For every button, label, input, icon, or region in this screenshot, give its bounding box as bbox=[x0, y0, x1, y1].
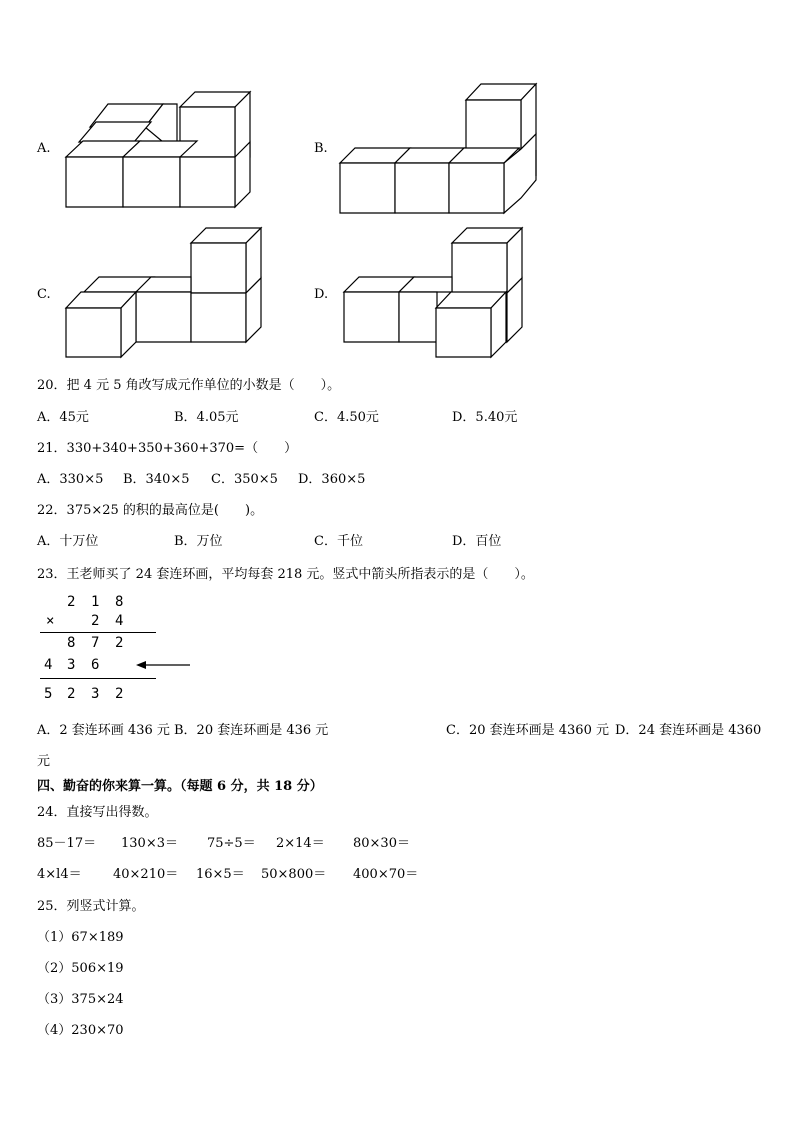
q24-expr: 130×3＝ bbox=[121, 836, 178, 851]
q21-stem: 21．330+340+350+360+370=（ ） bbox=[37, 441, 298, 456]
cube-figure-d bbox=[0, 0, 794, 370]
digit: 5 bbox=[44, 686, 53, 702]
q25-item: （1）67×189 bbox=[37, 930, 124, 945]
q24-expr: 400×70＝ bbox=[353, 867, 419, 882]
q22-option-b: B．万位 bbox=[174, 534, 223, 549]
q20-stem: 20．把 4 元 5 角改写成元作单位的小数是（ ）。 bbox=[37, 378, 341, 393]
times-sign: × bbox=[46, 613, 55, 629]
q24-stem: 24．直接写出得数。 bbox=[37, 805, 158, 820]
digit: 8 bbox=[115, 594, 124, 610]
digit: 8 bbox=[67, 635, 76, 651]
q24-expr: 50×800＝ bbox=[261, 867, 327, 882]
q25-item: （3）375×24 bbox=[37, 992, 124, 1007]
q24-expr: 85－17＝ bbox=[37, 836, 97, 851]
option-d-label: D. bbox=[314, 287, 329, 302]
digit: 3 bbox=[91, 686, 100, 702]
q20-option-c: C．4.50元 bbox=[314, 410, 379, 425]
q21-option-a: A．330×5 bbox=[37, 472, 104, 487]
q20-option-a: A．45元 bbox=[37, 410, 89, 425]
q24-expr: 40×210＝ bbox=[113, 867, 179, 882]
q22-option-a: A．十万位 bbox=[37, 534, 99, 549]
q23-stem: 23．王老师买了 24 套连环画，平均每套 218 元。竖式中箭头所指表示的是（ ）。 bbox=[37, 567, 534, 582]
digit: 2 bbox=[91, 613, 100, 629]
q23-option-c: C．20 套连环画是 4360 元 bbox=[446, 723, 609, 738]
q23-option-d: D．24 套连环画是 4360 bbox=[615, 723, 762, 738]
q25-stem: 25．列竖式计算。 bbox=[37, 899, 145, 914]
q21-option-c: C．350×5 bbox=[211, 472, 278, 487]
q20-option-b: B．4.05元 bbox=[174, 410, 239, 425]
digit: 2 bbox=[67, 594, 76, 610]
q20-option-d: D．5.40元 bbox=[452, 410, 518, 425]
digit: 6 bbox=[91, 657, 100, 673]
q22-option-d: D．百位 bbox=[452, 534, 502, 549]
arrow-left-icon bbox=[136, 658, 192, 672]
section-4-title: 四、勤奋的你来算一算。（每题 6 分，共 18 分） bbox=[37, 779, 323, 794]
digit: 2 bbox=[67, 686, 76, 702]
option-b-label: B. bbox=[314, 141, 328, 156]
option-c-label: C. bbox=[37, 287, 51, 302]
result-line bbox=[40, 632, 156, 633]
option-a-label: A. bbox=[37, 141, 51, 156]
digit: 1 bbox=[91, 594, 100, 610]
q24-expr: 4×l4＝ bbox=[37, 867, 82, 882]
digit: 3 bbox=[67, 657, 76, 673]
q24-expr: 80×30＝ bbox=[353, 836, 410, 851]
q24-expr: 2×14＝ bbox=[276, 836, 325, 851]
result-line bbox=[40, 678, 156, 679]
q23-option-d-tail: 元 bbox=[37, 754, 51, 769]
q23-option-ab: A．2 套连环画 436 元 B．20 套连环画是 436 元 bbox=[37, 723, 329, 738]
q25-item: （4）230×70 bbox=[37, 1023, 124, 1038]
digit: 7 bbox=[91, 635, 100, 651]
q25-item: （2）506×19 bbox=[37, 961, 124, 976]
q22-stem: 22．375×25 的积的最高位是( )。 bbox=[37, 503, 264, 518]
q24-expr: 16×5＝ bbox=[196, 867, 245, 882]
q22-option-c: C．千位 bbox=[314, 534, 363, 549]
q21-option-d: D．360×5 bbox=[298, 472, 366, 487]
digit: 4 bbox=[115, 613, 124, 629]
digit: 2 bbox=[115, 635, 124, 651]
digit: 2 bbox=[115, 686, 124, 702]
q21-option-b: B．340×5 bbox=[123, 472, 190, 487]
q24-expr: 75÷5＝ bbox=[207, 836, 256, 851]
digit: 4 bbox=[44, 657, 53, 673]
